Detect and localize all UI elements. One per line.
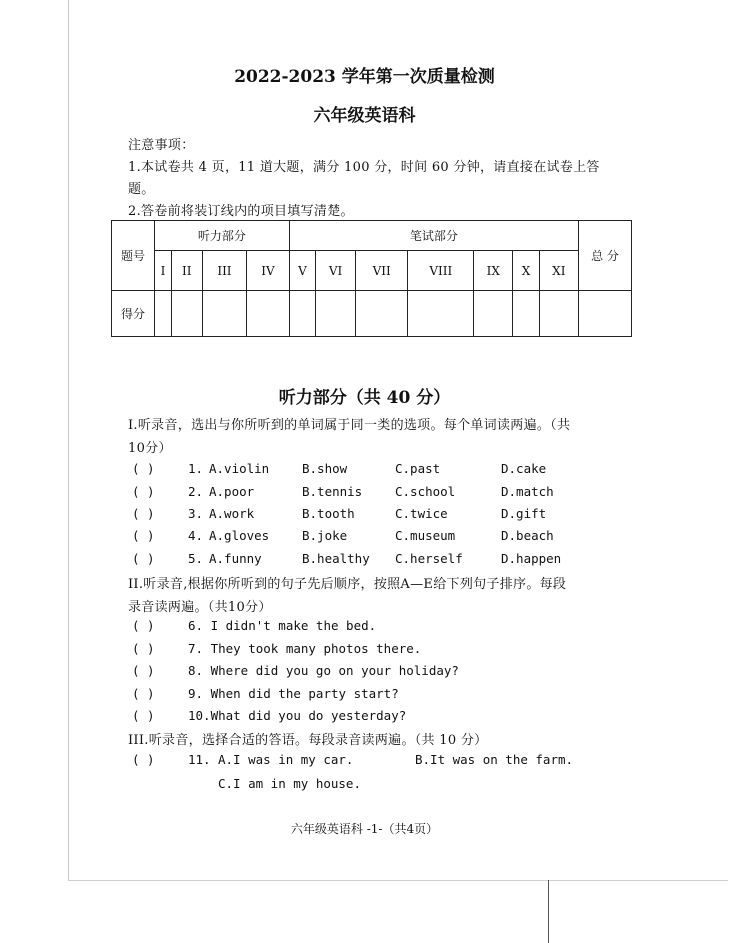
exam-title: 2022-2023 学年第一次质量检测 — [234, 67, 495, 87]
question-row — [132, 618, 552, 634]
option-a: A.gloves — [209, 528, 270, 543]
question-row — [132, 708, 552, 724]
column-header: XI — [539, 251, 578, 291]
question-number-label: 题号 — [112, 221, 155, 291]
option-a: A.work — [209, 506, 255, 521]
option-a: A.funny — [209, 551, 262, 566]
answer-blank[interactable]: ( ) — [132, 461, 155, 476]
exam-subtitle: 六年级英语科 — [313, 106, 416, 126]
column-header: IV — [247, 251, 289, 291]
option-c: C.herself — [395, 551, 463, 566]
option-b: B.show — [302, 461, 348, 476]
option-a: A.violin — [209, 461, 270, 476]
question-row: ( ) 4. A.gloves B.joke C.museum D.beach — [132, 528, 554, 543]
part1-instruction-cont: 10分） — [128, 441, 172, 456]
notes-line2: 2.答卷前将装订线内的项目填写清楚。 — [128, 204, 354, 219]
part3-instruction: III.听录音，选择合适的答语。每段录音读两遍。（共 10 分） — [128, 733, 488, 748]
question-row: ( ) 11. A.I was in my car. B.It was on the farm. — [132, 752, 574, 767]
score-cell[interactable] — [247, 291, 289, 337]
option-d: D.happen — [501, 551, 562, 566]
answer-blank[interactable]: ( ) — [132, 506, 155, 521]
option-d: D.cake — [501, 461, 547, 476]
notes-line1-cont: 题。 — [128, 182, 155, 197]
score-cell[interactable] — [539, 291, 578, 337]
option-b: B.tennis — [302, 484, 363, 499]
part1-instruction: I.听录音，选出与你所听到的单词属于同一类的选项。每个单词读两遍。（共 — [128, 418, 571, 433]
column-header: VII — [355, 251, 408, 291]
sentence: 7. They took many photos there. — [188, 641, 422, 656]
sentence: 8. Where did you go on your holiday? — [188, 663, 459, 678]
listening-group-header: 听力部分 — [155, 221, 290, 251]
sentence: 10.What did you do yesterday? — [188, 708, 407, 723]
question-row: ( ) 3. A.work B.tooth C.twice D.gift — [132, 506, 547, 521]
option-c: C.museum — [395, 528, 456, 543]
notes-heading: 注意事项： — [128, 138, 195, 153]
question-row: ( ) 2. A.poor B.tennis C.school D.match — [132, 484, 554, 499]
part2-instruction-cont: 录音读两遍。（共10分） — [128, 600, 272, 615]
option-d: D.gift — [501, 506, 547, 521]
score-table — [111, 220, 632, 337]
option-b: B.healthy — [302, 551, 370, 566]
option-b: B.It was on the farm. — [415, 752, 574, 767]
answer-blank[interactable]: ( ) — [132, 484, 155, 499]
sentence: 6. I didn't make the bed. — [188, 618, 377, 633]
answer-blank[interactable]: ( ) — [132, 528, 155, 543]
notes-line1: 1.本试卷共 4 页，11 道大题，满分 100 分，时间 60 分钟，请直接在试卷上答 — [128, 160, 600, 175]
score-cell[interactable] — [355, 291, 408, 337]
option-d: D.match — [501, 484, 554, 499]
option-c: C.I am in my house. — [218, 776, 361, 791]
option-a: A.poor — [209, 484, 255, 499]
column-header: I — [155, 251, 172, 291]
question-row — [132, 663, 552, 679]
score-cell[interactable] — [155, 291, 172, 337]
score-cell[interactable] — [316, 291, 356, 337]
score-cell[interactable] — [474, 291, 513, 337]
score-row-label: 得分 — [112, 291, 155, 337]
answer-blank[interactable]: ( ) — [132, 641, 155, 656]
total-score-cell[interactable] — [579, 291, 632, 337]
option-c: C.school — [395, 484, 456, 499]
column-header: II — [171, 251, 202, 291]
option-b: B.joke — [302, 528, 348, 543]
question-row: ( ) 5. A.funny B.healthy C.herself D.happen — [132, 551, 562, 566]
question-row: ( ) 1. A.violin B.show C.past D.cake — [132, 461, 547, 476]
column-header: VI — [316, 251, 356, 291]
writing-group-header: 笔试部分 — [289, 221, 578, 251]
score-cell[interactable] — [171, 291, 202, 337]
sentence: 9. When did the party start? — [188, 686, 399, 701]
option-c: C.past — [395, 461, 441, 476]
part2-instruction: II.听录音,根据你所听到的句子先后顺序，按照A—E给下列句子排序。每段 — [128, 577, 567, 592]
score-cell[interactable] — [289, 291, 316, 337]
answer-blank[interactable]: ( ) — [132, 618, 155, 633]
question-row-cont — [218, 776, 418, 792]
score-cell[interactable] — [408, 291, 474, 337]
answer-blank[interactable]: ( ) — [132, 708, 155, 723]
option-c: C.twice — [395, 506, 448, 521]
score-cell[interactable] — [513, 291, 539, 337]
answer-blank[interactable]: ( ) — [132, 752, 155, 767]
listening-section-title: 听力部分（共 40 分） — [278, 388, 451, 408]
answer-blank[interactable]: ( ) — [132, 551, 155, 566]
total-score-label: 总 分 — [579, 221, 632, 291]
option-a: A.I was in my car. — [218, 752, 354, 767]
page-bottom-edge — [68, 880, 728, 881]
option-d: D.beach — [501, 528, 554, 543]
answer-blank[interactable]: ( ) — [132, 663, 155, 678]
page-left-edge — [68, 0, 69, 880]
answer-blank[interactable]: ( ) — [132, 686, 155, 701]
column-header: IX — [474, 251, 513, 291]
scan-edge-line — [548, 880, 549, 943]
column-header: V — [289, 251, 316, 291]
column-header: X — [513, 251, 539, 291]
column-header: VIII — [408, 251, 474, 291]
option-b: B.tooth — [302, 506, 355, 521]
question-row — [132, 686, 552, 702]
score-cell[interactable] — [202, 291, 247, 337]
column-header: III — [202, 251, 247, 291]
page-footer: 六年级英语科 -1-（共4页） — [290, 822, 439, 836]
question-row — [132, 641, 552, 657]
